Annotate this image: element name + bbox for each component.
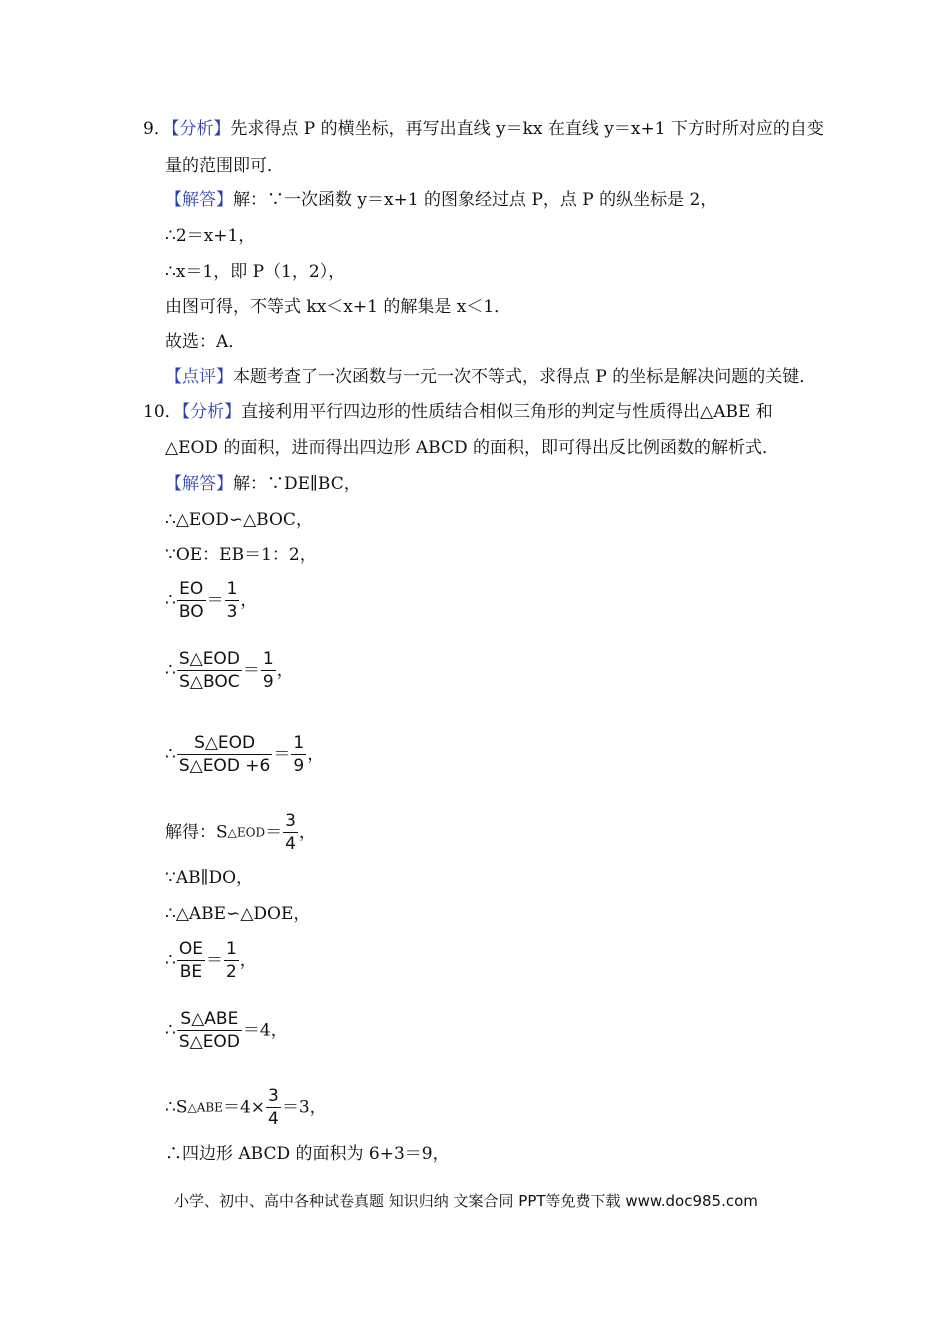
q10-analysis-line2: △EOD 的面积，进而得出四边形 ABCD 的面积，即可得出反比例函数的解析式．: [165, 438, 779, 458]
equals-three: ＝3，: [281, 1097, 327, 1118]
q9-number: 9．: [143, 119, 171, 139]
q10-analysis-text1: 直接利用平行四边形的性质结合相似三角形的判定与性质得出△ABE 和: [241, 402, 773, 422]
area-subscript: △ABE: [187, 1100, 223, 1115]
solve-subscript: △EOD: [227, 825, 266, 840]
q10-area-abe-line: [165, 1085, 327, 1130]
fraction-denominator: 3: [226, 602, 238, 622]
comma: ，: [276, 660, 294, 681]
q10-step2: ∴△EOD∽△BOC，: [165, 510, 313, 530]
q10-area-ratio-3: [165, 1008, 288, 1053]
fraction-one-half: [224, 938, 239, 983]
q10-answer-line1: [165, 472, 361, 496]
fraction-denominator: 4: [268, 1109, 279, 1129]
q10-similar-abe-doe: ∴△ABE∽△DOE，: [165, 904, 311, 924]
fraction-one-ninth: [261, 648, 276, 693]
fraction-eo-bo: [177, 578, 206, 623]
q9-answer-text1: 解：∵一次函数 y＝x+1 的图象经过点 P，点 P 的纵坐标是 2，: [233, 190, 718, 210]
q9-analysis-line1: [143, 117, 824, 141]
fraction-denominator: BO: [178, 602, 204, 622]
q9-analysis-line2: 量的范围即可．: [165, 156, 284, 176]
comma: ，: [307, 744, 325, 765]
equals-four: ＝4，: [242, 1020, 288, 1041]
q10-ab-parallel-do: ∵AB∥DO，: [165, 868, 254, 888]
q9-step4: 由图可得，不等式 kx＜x+1 的解集是 x＜1．: [165, 297, 512, 317]
fraction-denominator: BE: [179, 962, 203, 982]
fraction-oe-be: [177, 938, 205, 983]
fraction-denominator: S△EOD: [178, 1032, 240, 1052]
fraction-numerator: S△EOD: [194, 733, 256, 753]
fraction-one-ninth: [291, 732, 306, 777]
fraction-numerator: 3: [268, 1086, 279, 1106]
q10-analysis-tag: 【分析】: [181, 402, 242, 422]
fraction-denominator: 9: [293, 756, 305, 776]
q9-answer-line1: [165, 188, 717, 212]
area-prefix: ∴S: [165, 1097, 188, 1118]
q10-ratio-eo-bo: ∴ $\frac{EO}{BO}$ ＝ $\frac{1}{3}$ ，: [165, 579, 258, 622]
q9-analysis-text1: 先求得点 P 的横坐标，再写出直线 y＝kx 在直线 y＝x+1 下方时所对应的自变: [230, 119, 824, 139]
fraction-three-quarters: [266, 1085, 281, 1130]
fraction-area-abe-eod: [177, 1008, 242, 1053]
q10-area-ratio-2: ∴ $\frac{\text{S△EOD}}{\text{S△EOD +6}}$ ＝ $\frac{1}{9}$ ，: [165, 733, 325, 776]
fraction-numerator: 1: [226, 579, 238, 599]
fraction-numerator: S△EOD: [178, 649, 240, 669]
fraction-numerator: 1: [225, 939, 237, 959]
fraction-numerator: 3: [285, 811, 296, 831]
fraction-numerator: S△ABE: [180, 1009, 239, 1029]
q9-step2: ∴2＝x+1，: [165, 226, 256, 246]
comma: ，: [239, 950, 257, 971]
q10-solve-line: 解得：S△EOD＝ $\frac{3}{4}$ ，: [165, 811, 316, 854]
q10-number: 10．: [143, 402, 182, 422]
therefore-symbol: ∴: [165, 590, 176, 611]
q10-area-abcd: ∴四边形 ABCD 的面积为 6+3＝9，: [165, 1144, 450, 1164]
fraction-one-third: [225, 578, 240, 623]
q10-area-ratio-1: ∴ $\frac{\text{S△EOD}}{\text{S△BOC}}$ ＝ $\frac{1}{9}$ ，: [165, 649, 294, 692]
q10-answer-tag: 【解答】: [165, 474, 233, 494]
fraction-denominator: 9: [262, 672, 274, 692]
q10-answer-text1: 解：∵DE∥BC，: [233, 474, 361, 494]
q9-step3: ∴x＝1，即 P（1，2），: [165, 262, 346, 282]
fraction-denominator: S△EOD +6: [178, 756, 271, 776]
q10-step3: ∵OE：EB＝1：2，: [165, 545, 317, 565]
therefore-symbol: ∴: [165, 744, 176, 765]
therefore-symbol: ∴: [165, 1020, 176, 1041]
comma: ，: [240, 590, 258, 611]
fraction-area-eod-boc: [177, 648, 242, 693]
q9-answer-tag: 【解答】: [165, 190, 233, 210]
times-four: ＝4×: [222, 1097, 266, 1118]
therefore-symbol: ∴: [165, 950, 176, 971]
solve-prefix: 解得：S: [165, 822, 228, 843]
q9-comment-line: [165, 365, 816, 389]
q9-analysis-tag: 【分析】: [170, 119, 231, 139]
q9-step5: 故选：A．: [165, 332, 246, 352]
fraction-area-eod-plus6: [177, 732, 273, 777]
fraction-numerator: 1: [293, 733, 305, 753]
page-footer: 小学、初中、高中各种试卷真题 知识归纳 文案合同 PPT等免费下载 www.doc985.com: [174, 1192, 758, 1210]
fraction-denominator: 2: [225, 962, 237, 982]
q9-comment-tag: 【点评】: [165, 367, 233, 387]
q9-comment-text: 本题考查了一次函数与一元一次不等式，求得点 P 的坐标是解决问题的关键．: [233, 367, 817, 387]
fraction-numerator: 1: [262, 649, 274, 669]
fraction-numerator: EO: [179, 579, 204, 599]
fraction-numerator: OE: [178, 939, 203, 959]
q10-ratio-oe-be: ∴ $\frac{OE}{BE}$ ＝ $\frac{1}{2}$ ，: [165, 939, 257, 982]
therefore-symbol: ∴: [165, 660, 176, 681]
q10-analysis-line1: [143, 400, 773, 424]
fraction-denominator: 4: [285, 834, 296, 854]
fraction-three-quarters: [283, 810, 298, 855]
fraction-denominator: S△BOC: [179, 672, 240, 692]
